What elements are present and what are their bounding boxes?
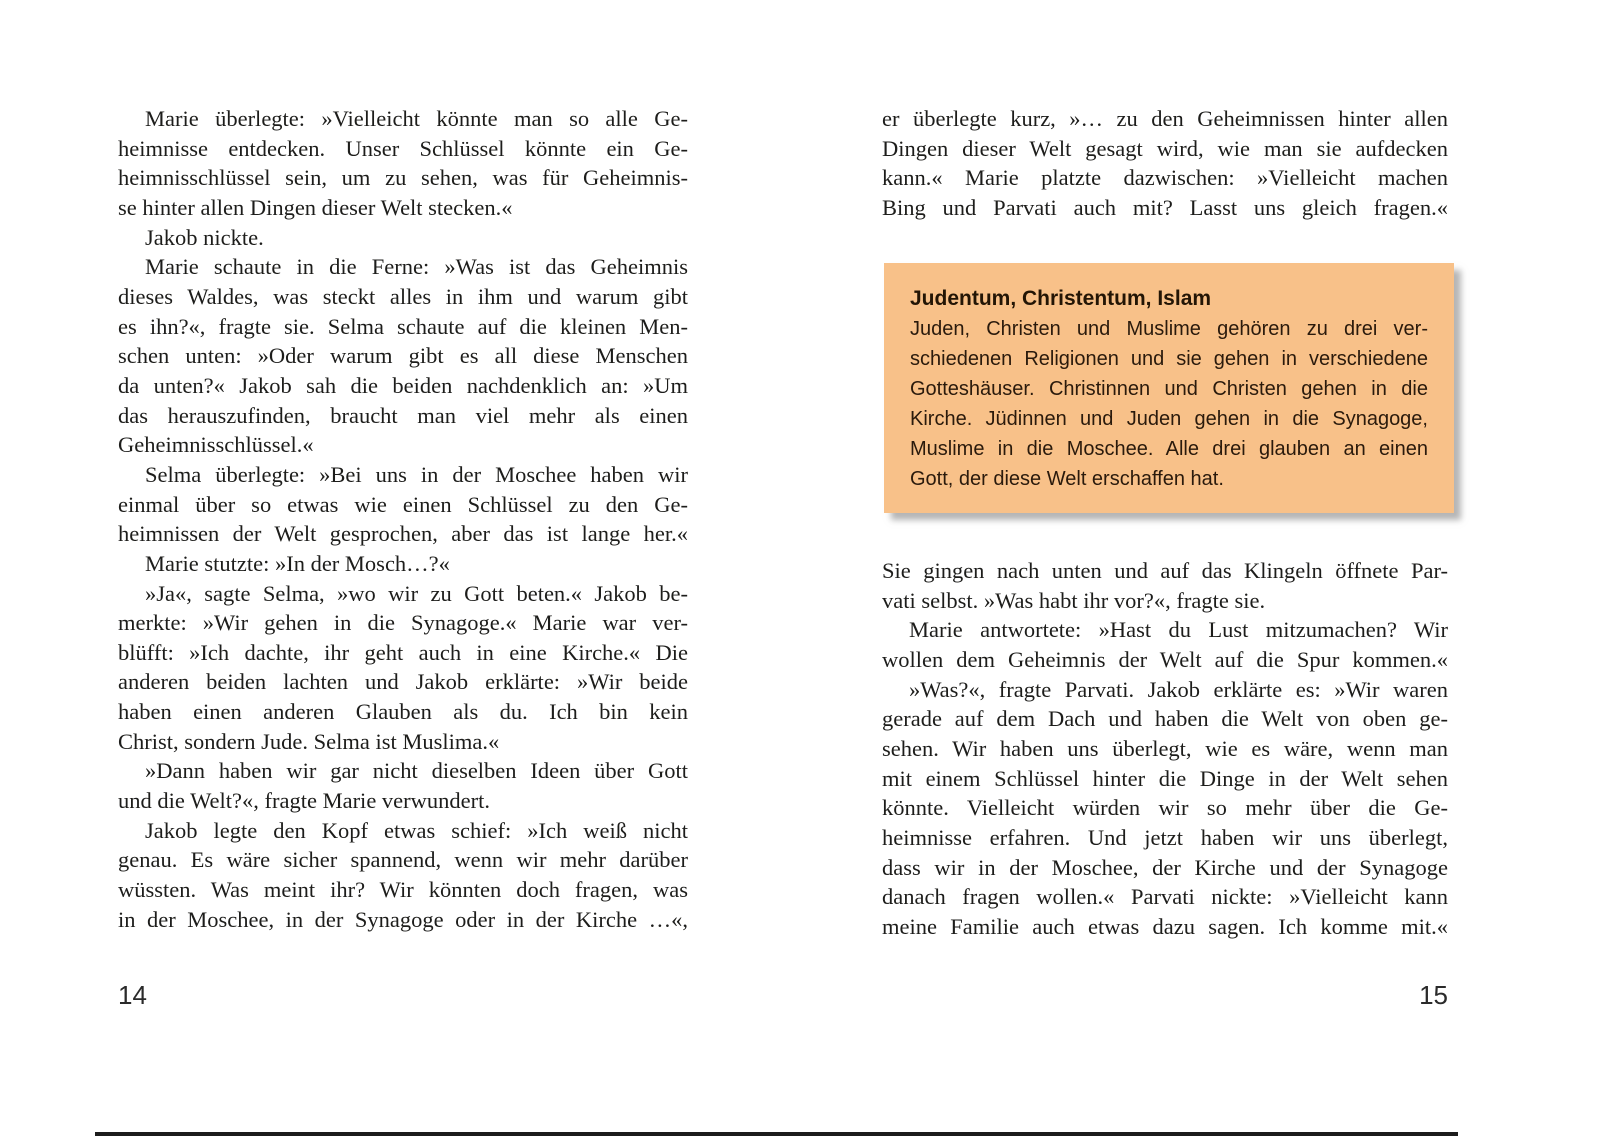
text-line: Gott, der diese Welt erschaffen hat. [910, 468, 1224, 490]
text-line: heimnisse entdecken. Unser Schlüssel könnte ein Ge- [118, 135, 688, 161]
text-line: könnte. Vielleicht würden wir so mehr über die Ge- [882, 795, 1448, 821]
text-line: Jakob nickte. [145, 224, 264, 250]
text-line: schen unten: »Oder warum gibt es all diese Menschen [118, 343, 688, 369]
text-line: heimnissen der Welt gesprochen, aber das ist lange her.« [118, 521, 688, 547]
right-page-text-column-top [882, 104, 1448, 223]
paragraph [882, 675, 1448, 942]
text-line: Sie gingen nach unten und auf das Klingeln öffnete Par- [882, 558, 1448, 583]
text-line: Marie antwortete: »Hast du Lust mitzumachen? Wir [909, 617, 1448, 643]
page-number-left: 14 [118, 980, 147, 1010]
paragraph [882, 615, 1448, 674]
text-line: Christ, sondern Jude. Selma ist Muslima.« [118, 728, 500, 754]
paragraph [882, 556, 1448, 615]
info-box-title: Judentum, Christentum, Islam [910, 287, 1212, 310]
text-line: kann.« Marie platzte dazwischen: »Vielleicht machen [882, 165, 1448, 191]
text-line: Muslime in die Moschee. Alle drei glauben an einen [910, 438, 1428, 460]
info-box [884, 263, 1454, 513]
text-line: merkte: »Wir gehen in die Synagoge.« Marie war ver- [118, 610, 688, 636]
text-line: danach fragen wollen.« Parvati nickte: »Vielleicht kann [882, 884, 1448, 910]
text-line: Kirche. Jüdinnen und Juden gehen in die Synagoge, [910, 408, 1428, 430]
text-line: Marie schaute in die Ferne: »Was ist das Geheimnis [145, 254, 688, 280]
text-line: wollen dem Geheimnis der Welt auf die Spur kommen.« [882, 646, 1448, 672]
paragraph [118, 579, 688, 757]
text-line: Gotteshäuser. Christinnen und Christen gehen in die [910, 378, 1428, 400]
text-line: es ihn?«, fragte sie. Selma schaute auf die kleinen Men- [118, 313, 688, 339]
text-line: heimnisschlüssel sein, um zu sehen, was für Geheimnis- [118, 165, 688, 191]
text-line: Geheimnisschlüssel.« [118, 432, 314, 458]
paragraph [882, 104, 1448, 223]
text-line: mit einem Schlüssel hinter die Dinge in der Welt sehen [882, 765, 1448, 791]
info-box-body [910, 314, 1428, 494]
text-line: gerade auf dem Dach und haben die Welt von oben ge- [882, 706, 1448, 732]
text-line: Marie stutzte: »In der Mosch…?« [145, 550, 450, 576]
text-line: Bing und Parvati auch mit? Lasst uns gleich fragen.« [882, 194, 1448, 220]
paragraph [118, 460, 688, 549]
text-line: haben einen anderen Glauben als du. Ich bin kein [118, 699, 688, 725]
text-line: »Dann haben wir gar nicht dieselben Ideen über Gott [145, 758, 688, 784]
text-line: »Ja«, sagte Selma, »wo wir zu Gott beten.« Jakob be- [145, 580, 688, 606]
text-line: Juden, Christen und Muslime gehören zu drei ver- [910, 318, 1428, 340]
right-page-text-column-bottom [882, 556, 1448, 942]
text-line: und die Welt?«, fragte Marie verwundert. [118, 788, 491, 814]
page-number-right: 15 [1419, 980, 1448, 1010]
paragraph [118, 223, 688, 253]
text-line: in der Moschee, in der Synagoge oder in der Kirche …«, [118, 906, 688, 932]
text-line: Marie überlegte: »Vielleicht könnte man so alle Ge- [145, 106, 688, 131]
text-line: meine Familie auch etwas dazu sagen. Ich komme mit.« [882, 913, 1448, 939]
text-line: sehen. Wir haben uns überlegt, wie es wäre, wenn man [882, 735, 1448, 761]
left-page-text-column [118, 104, 688, 934]
text-line: dieses Waldes, was steckt alles in ihm und warum gibt [118, 283, 688, 309]
text-line: se hinter allen Dingen dieser Welt stecken.« [118, 194, 513, 220]
text-line: wüssten. Was meint ihr? Wir könnten doch fragen, was [118, 877, 688, 903]
text-line: Jakob legte den Kopf etwas schief: »Ich weiß nicht [145, 817, 688, 843]
text-line: heimnisse erfahren. Und jetzt haben wir uns überlegt, [882, 824, 1448, 850]
paragraph [118, 549, 688, 579]
text-line: dass wir in der Moschee, der Kirche und der Synagoge [882, 854, 1448, 880]
paragraph [118, 816, 688, 935]
text-line: vati selbst. »Was habt ihr vor?«, fragte sie. [882, 587, 1266, 613]
text-line: schiedenen Religionen und sie gehen in verschiedene [910, 348, 1428, 370]
paragraph [118, 252, 688, 460]
text-line: er überlegte kurz, »… zu den Geheimnissen hinter allen [882, 106, 1448, 131]
text-line: Dingen dieser Welt gesagt wird, wie man sie aufdecken [882, 135, 1448, 161]
page-edge-line [95, 1132, 1458, 1136]
text-line: anderen beiden lachten und Jakob erklärte: »Wir beide [118, 669, 688, 695]
paragraph [118, 756, 688, 815]
paragraph [118, 104, 688, 223]
text-line: einmal über so etwas wie einen Schlüssel zu den Ge- [118, 491, 688, 517]
text-line: genau. Es wäre sicher spannend, wenn wir mehr darüber [118, 847, 688, 873]
text-line: Selma überlegte: »Bei uns in der Moschee haben wir [145, 461, 688, 487]
text-line: das herauszufinden, braucht man viel mehr als einen [118, 402, 688, 428]
text-line: blüfft: »Ich dachte, ihr geht auch in eine Kirche.« Die [118, 639, 688, 665]
text-line: »Was?«, fragte Parvati. Jakob erklärte es: »Wir waren [909, 676, 1448, 702]
text-line: da unten?« Jakob sah die beiden nachdenklich an: »Um [118, 372, 688, 398]
